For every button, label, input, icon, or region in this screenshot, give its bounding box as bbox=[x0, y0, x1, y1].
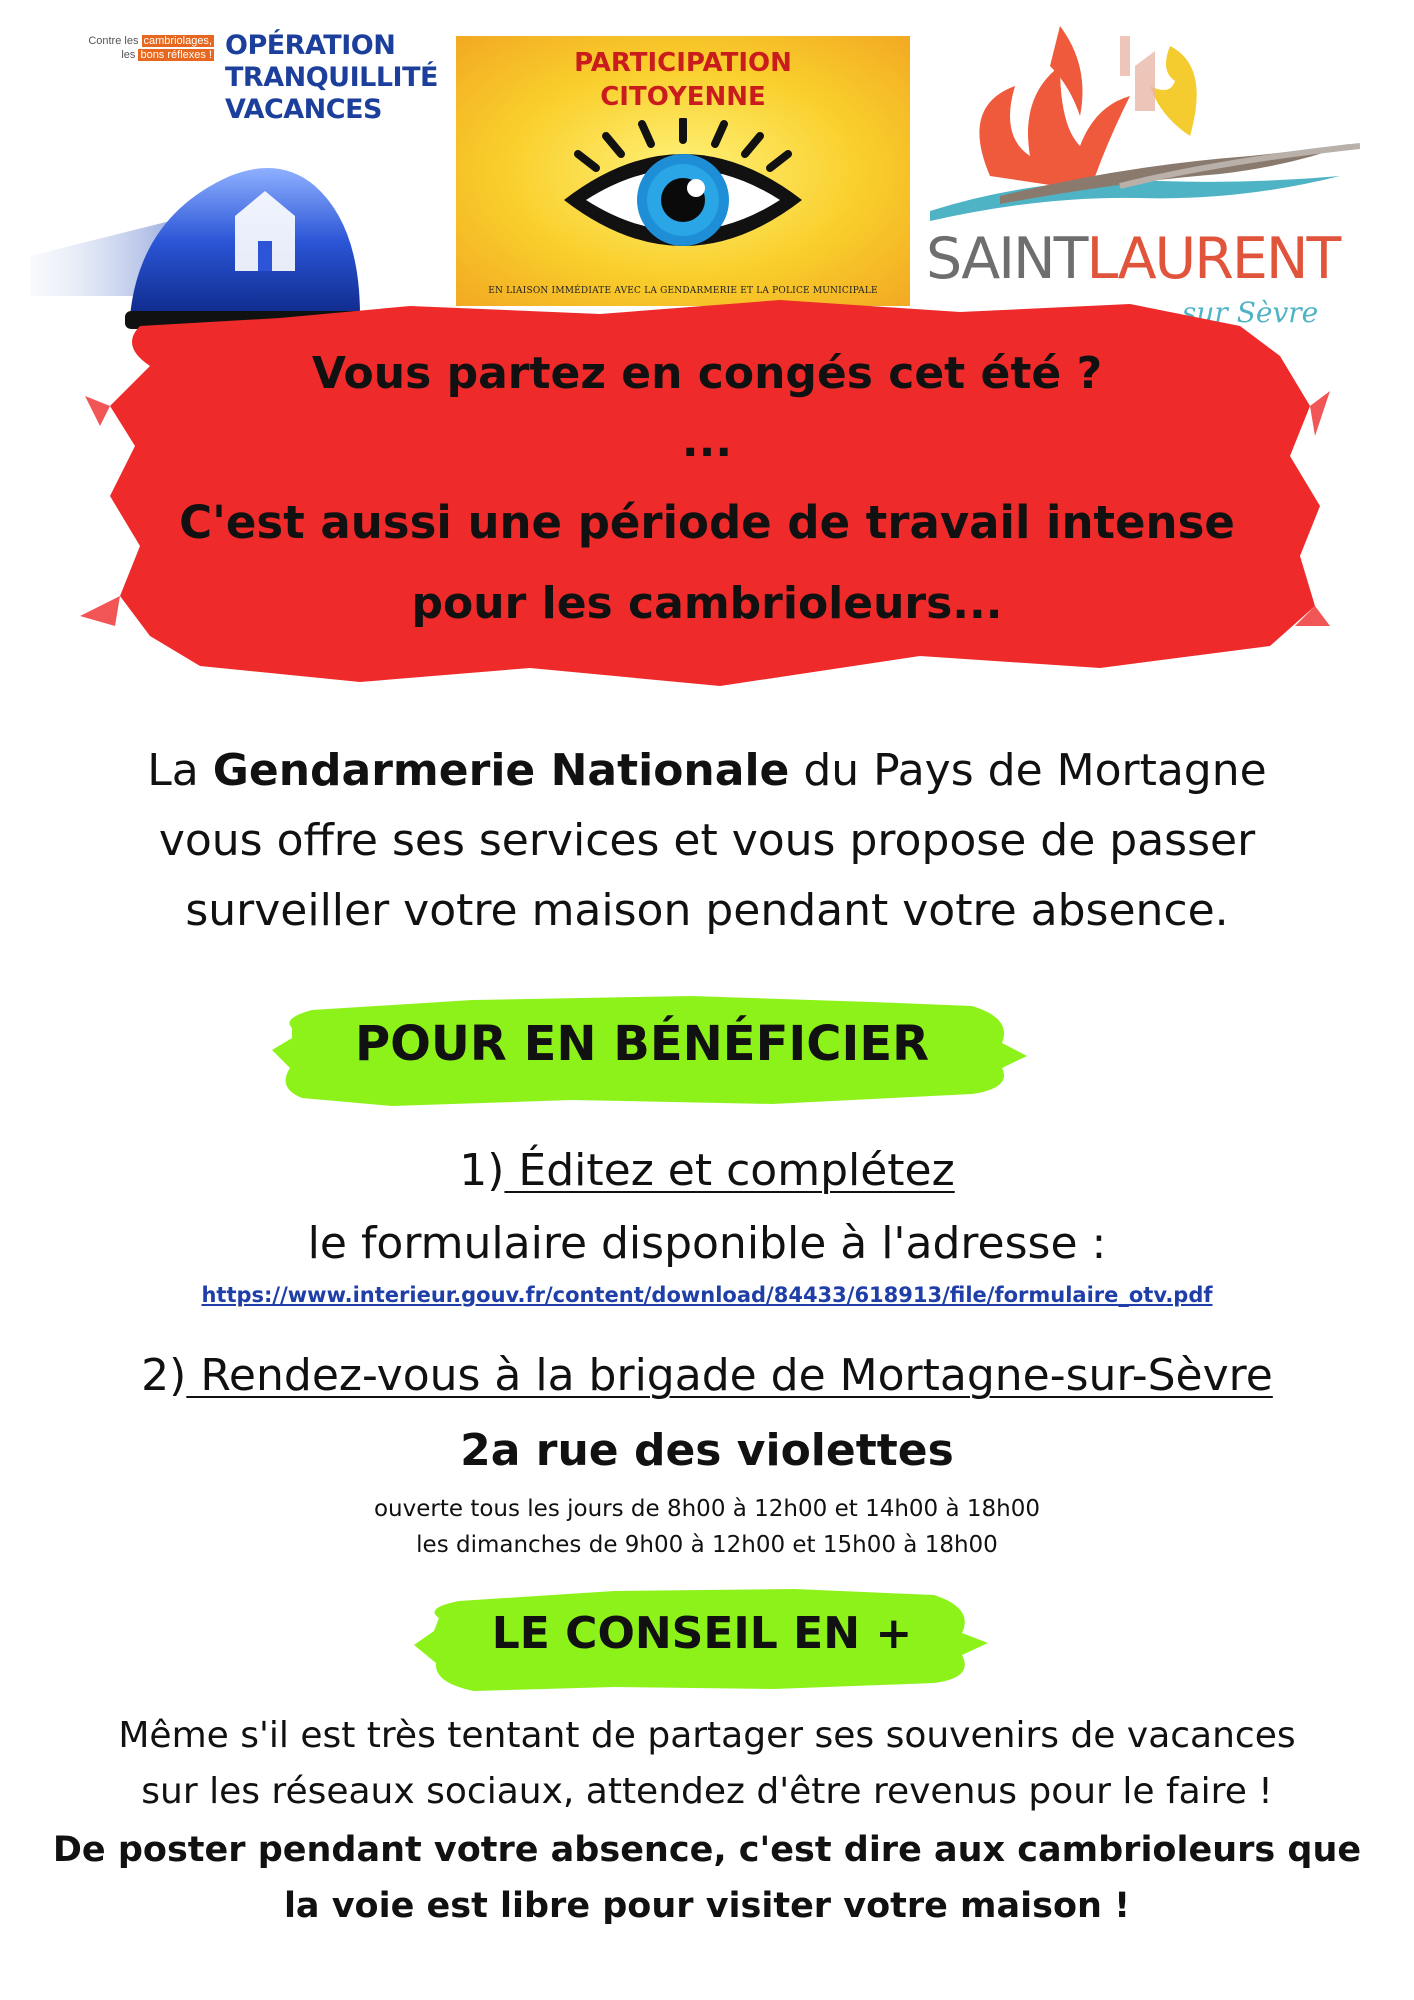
saint-laurent-logo bbox=[920, 26, 1360, 329]
advice-line-2: sur les réseaux sociaux, attendez d'être revenus pour le faire ! bbox=[141, 1771, 1273, 1812]
section-benefit-label: POUR EN BÉNÉFICIER bbox=[354, 1016, 930, 1072]
headline-line-3: C'est aussi une période de travail intense bbox=[179, 496, 1235, 549]
intro-line-1: La Gendarmerie Nationale du Pays de Mortagne bbox=[147, 745, 1267, 796]
advice-bold-line-1: De poster pendant votre absence, c'est dire aux cambrioleurs que bbox=[52, 1830, 1362, 1870]
headline-line-2: ... bbox=[681, 416, 733, 467]
brigade-address: 2a rue des violettes bbox=[460, 1425, 954, 1476]
participation-title: PARTICIPATION CITOYENNE bbox=[574, 48, 792, 112]
section-tip-label: LE CONSEIL EN + bbox=[491, 1608, 913, 1659]
opening-hours-sundays: les dimanches de 9h00 à 12h00 et 15h00 à 18h00 bbox=[416, 1532, 998, 1558]
advice-bold-line-2: la voie est libre pour visiter votre maison ! bbox=[283, 1886, 1131, 1926]
step1-description: le formulaire disponible à l'adresse : bbox=[307, 1218, 1107, 1269]
step2-title: 2) Rendez-vous à la brigade de Mortagne-sur-Sèvre bbox=[141, 1350, 1273, 1401]
otv-title: OPÉRATION TRANQUILLITÉ VACANCES bbox=[225, 30, 438, 125]
headline-line-1: Vous partez en congés cet été ? bbox=[311, 348, 1103, 399]
town-name: SAINTLAURENT bbox=[926, 226, 1340, 292]
eye-icon bbox=[556, 118, 810, 258]
intro-line-2: vous offre ses services et vous propose de passer bbox=[158, 815, 1256, 866]
form-download-link[interactable]: https://www.interieur.gouv.fr/content/download/84433/618913/file/formulaire_otv.pdf bbox=[201, 1283, 1213, 1307]
advice-line-1: Même s'il est très tentant de partager ses souvenirs de vacances bbox=[118, 1715, 1296, 1756]
participation-citoyenne-logo bbox=[456, 36, 910, 306]
otv-logo bbox=[30, 28, 450, 318]
opening-hours-weekdays: ouverte tous les jours de 8h00 à 12h00 et 14h00 à 18h00 bbox=[373, 1496, 1041, 1522]
step1-title: 1) Éditez et complétez bbox=[459, 1145, 955, 1196]
town-subtitle: sur Sèvre bbox=[1182, 296, 1319, 329]
town-emblem-icon bbox=[920, 26, 1360, 236]
headline-line-4: pour les cambrioleurs... bbox=[411, 578, 1003, 629]
otv-tagline: Contre les cambriolages, les bons réflexes ! bbox=[88, 35, 212, 61]
intro-line-3: surveiller votre maison pendant votre absence. bbox=[185, 885, 1229, 936]
participation-footer: EN LIAISON IMMÉDIATE AVEC LA GENDARMERIE ET LA POLICE MUNICIPALE bbox=[488, 286, 878, 296]
